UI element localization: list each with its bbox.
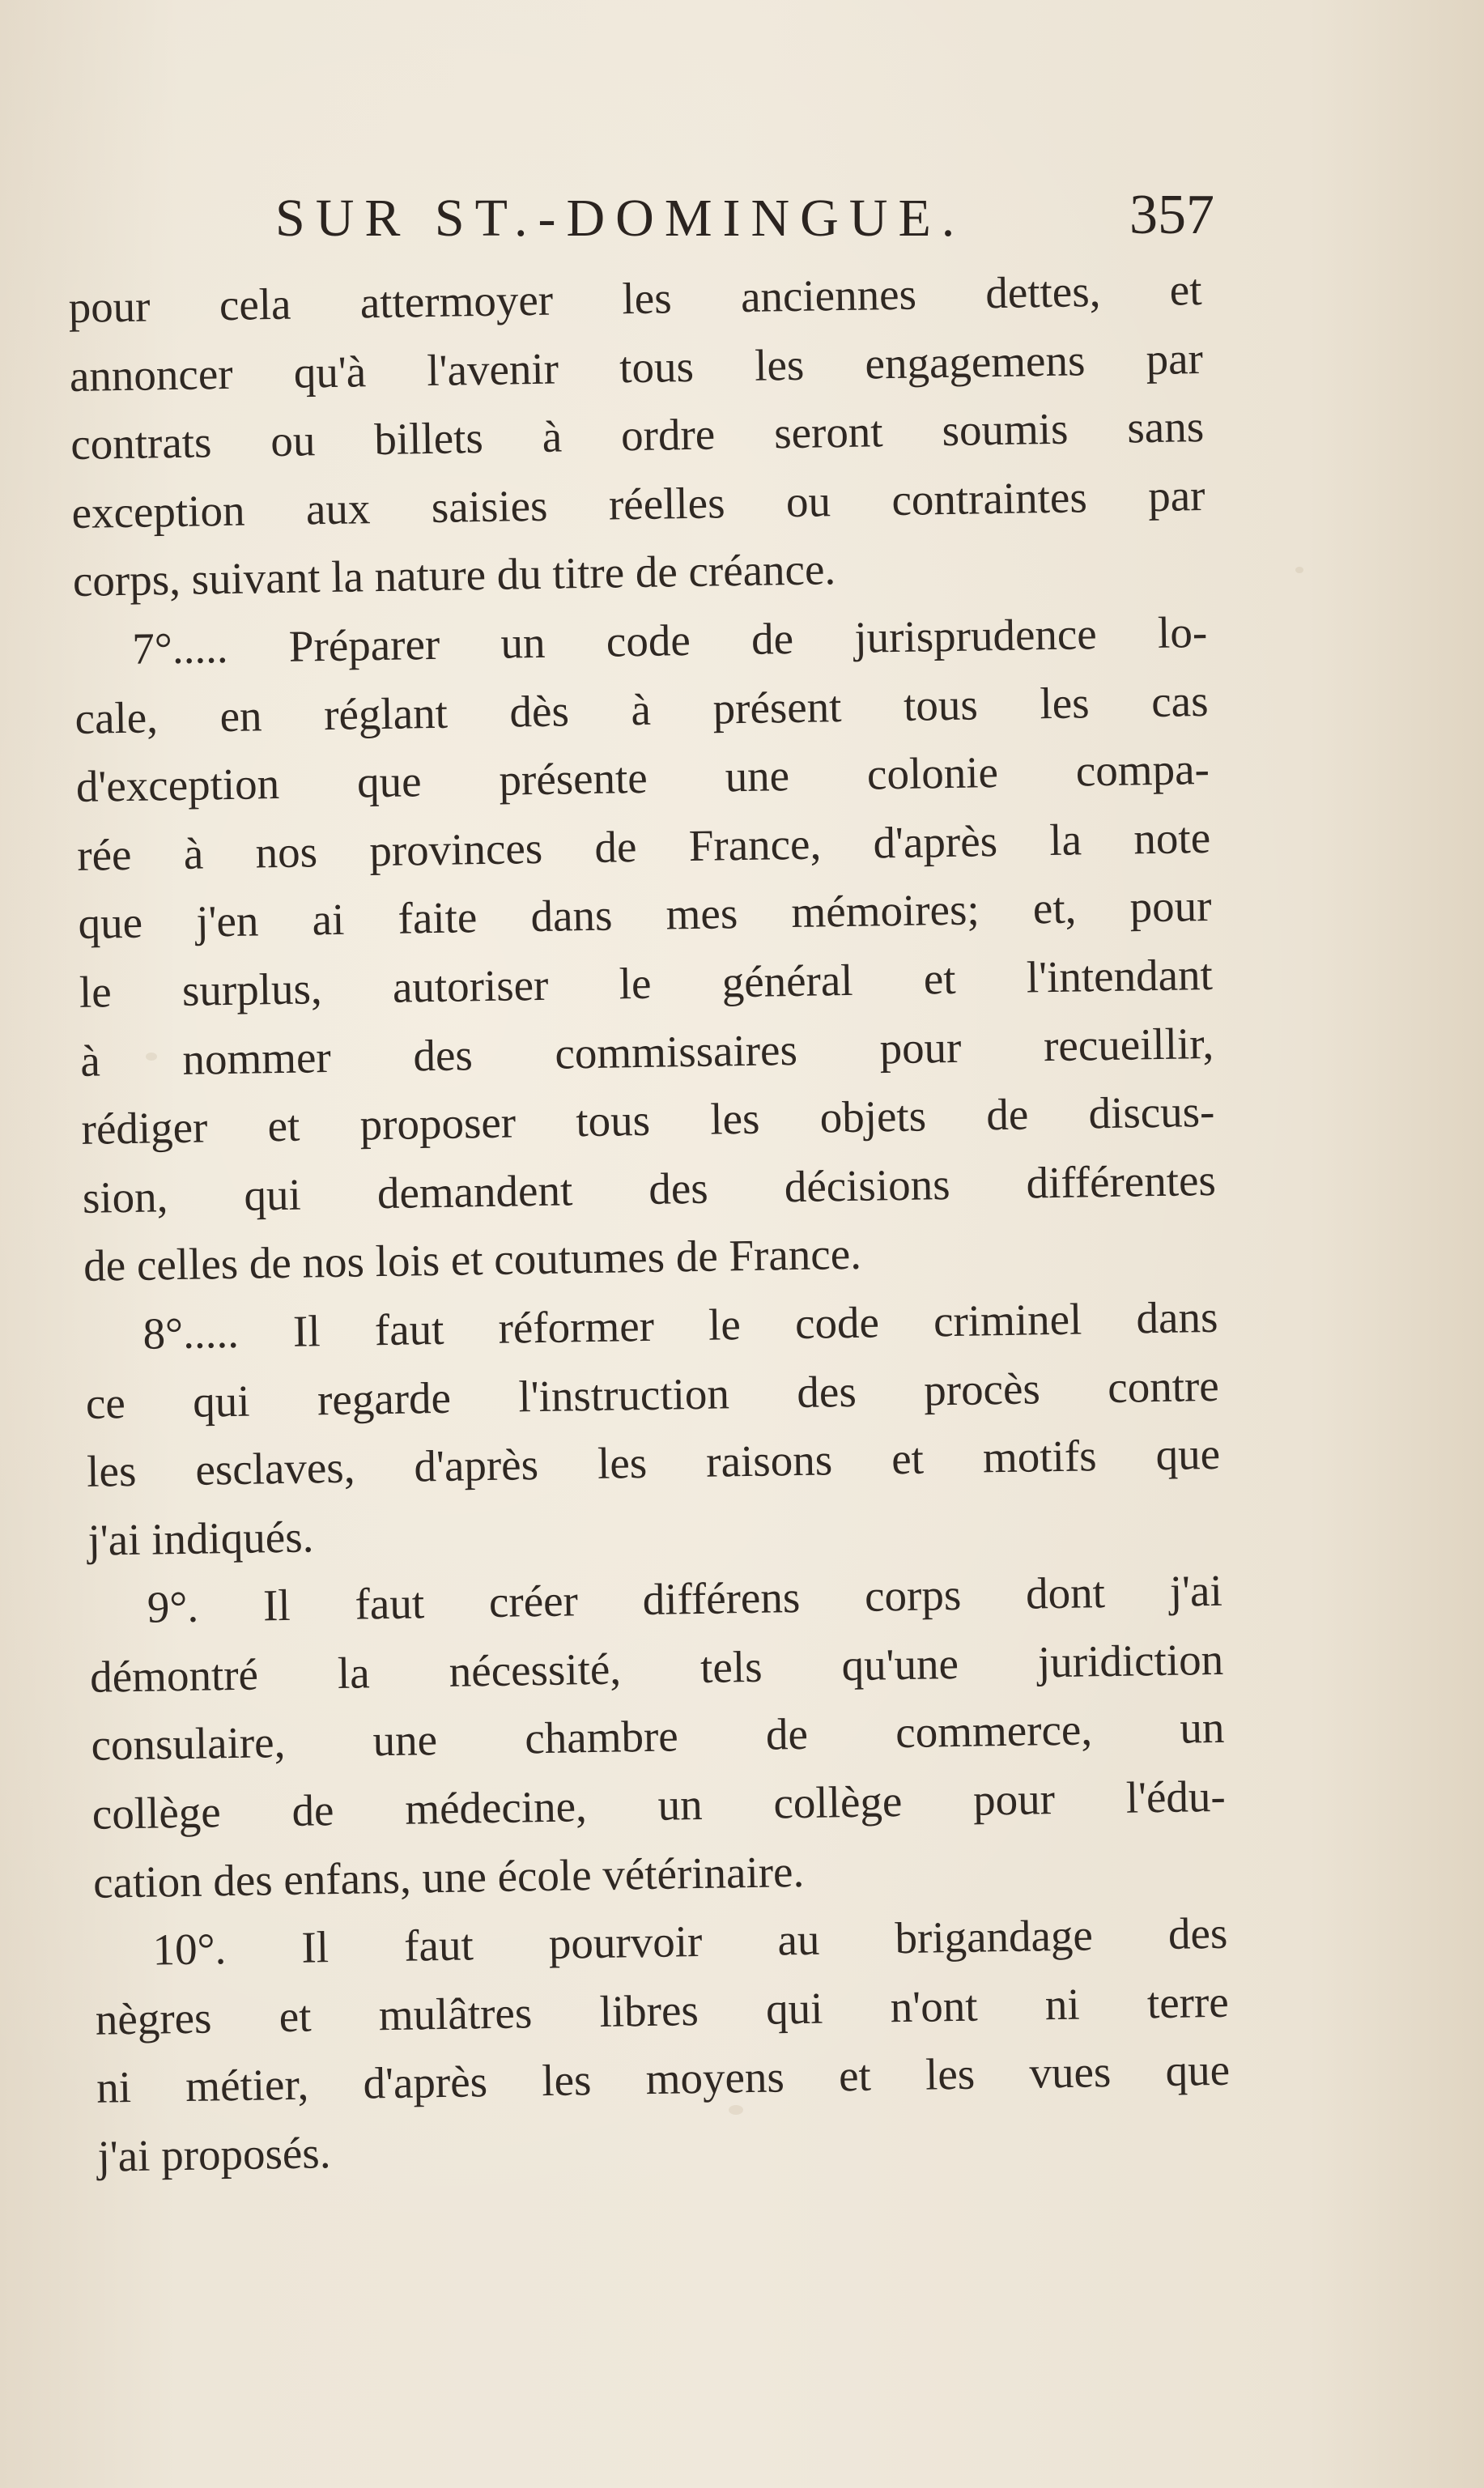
text-line: cation des enfans, une école vétérinaire. <box>92 1846 805 1907</box>
text-line: 8°..... Il faut réformer le code criminel dans <box>142 1291 1218 1359</box>
text-line: de celles de nos lois et coutumes de France. <box>83 1229 862 1291</box>
page-header <box>275 180 1214 269</box>
text-line: cale, en réglant dès à présent tous les cas <box>74 675 1209 743</box>
text-line: à nommer des commissaires pour recueillir, <box>79 1018 1214 1086</box>
text-line: 10°. Il faut pourvoir au brigandage des <box>152 1908 1228 1975</box>
text-line: nègres et mulâtres libres qui n'ont ni terre <box>95 1976 1230 2044</box>
text-line: collège de médecine, un collège pour l'édu- <box>91 1771 1227 1839</box>
text-line: que j'en ai faite dans mes mémoires; et, pour <box>78 881 1212 949</box>
body-text <box>68 256 1231 2191</box>
text-line: rée à nos provinces de France, d'après la note <box>76 812 1211 880</box>
text-line: 7°..... Préparer un code de jurisprudence lo- <box>131 606 1208 674</box>
text-line: sion, qui demandent des décisions différentes <box>82 1155 1217 1223</box>
text-line: ce qui regarde l'instruction des procès contre <box>85 1360 1220 1428</box>
text-line: pour cela attermoyer les anciennes dettes, et <box>68 265 1202 332</box>
page-number: 357 <box>1129 184 1214 246</box>
paper-spot <box>1295 567 1303 573</box>
text-line: démontré la nécessité, tels qu'une juridiction <box>89 1634 1224 1702</box>
text-line: ni métier, d'après les moyens et les vues que <box>96 2045 1231 2113</box>
text-line: consulaire, une chambre de commerce, un <box>91 1703 1225 1771</box>
text-line: corps, suivant la nature du titre de créance. <box>72 544 836 606</box>
text-line: annoncer qu'à l'avenir tous les engagemens par <box>69 333 1204 401</box>
text-line: contrats ou billets à ordre seront soumis sans <box>70 402 1205 470</box>
text-line: 9°. Il faut créer différens corps dont j'ai <box>147 1566 1223 1632</box>
text-line: j'ai indiqués. <box>87 1512 314 1565</box>
running-head: SUR ST.-DOMINGUE. <box>275 189 966 248</box>
text-line: exception aux saisies réelles ou contraintes par <box>71 470 1205 538</box>
text-line: rédiger et proposer tous les objets de discus- <box>81 1087 1215 1154</box>
text-line: j'ai proposés. <box>97 2128 331 2181</box>
text-line: les esclaves, d'après les raisons et motifs que <box>86 1428 1221 1496</box>
text-line: d'exception que présente une colonie compa- <box>75 744 1210 812</box>
text-line: le surplus, autoriser le général et l'intendant <box>79 949 1214 1017</box>
